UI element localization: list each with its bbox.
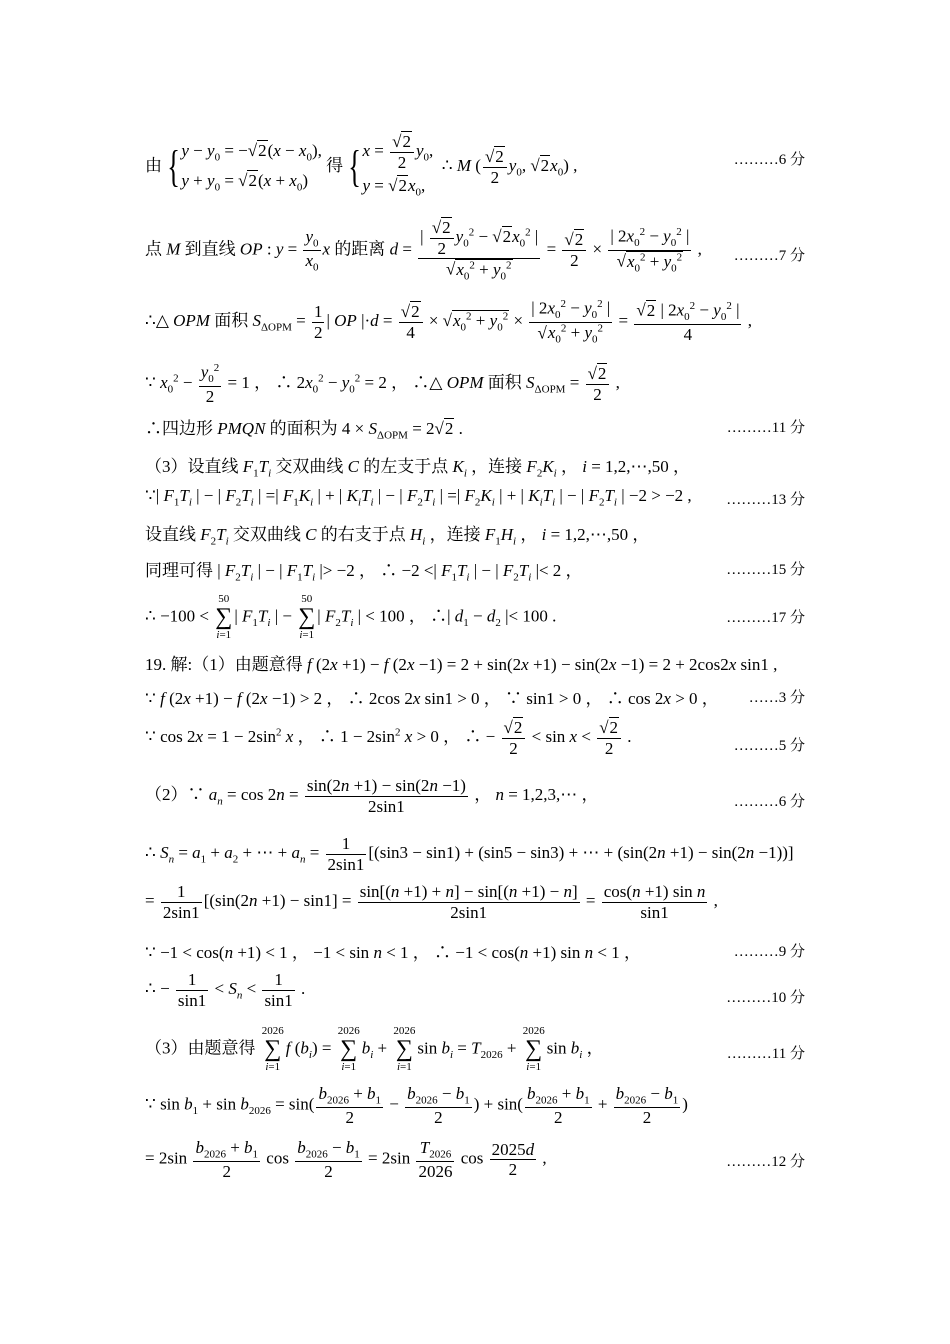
line-10: ∴ −100 < 50 ∑ i=1| $F_1T_i$ | − 50 ∑ i=1| $F_2T_i$ | < 100 ， ∴| $d_1 - d_2$ |< 100 . <box>145 593 557 642</box>
line-17: ∵ −1 < cos(n +1) < 1 ， −1 < sin n < 1 ， ∴ −1 < cos(n +1) sin n < 1 ， <box>145 943 641 962</box>
score-2: ………7 分 <box>733 248 805 264</box>
line-3: ∴△ OPM 面积 $S_{\Delta OPM}$ = $\frac{1}{2}$ | OP |·d = $\frac{√2}{4}$ × $√x_0^2 + y_0^2$ × $\frac{| 2x_0^2 - y_0^2 |}{√x_0^2 + y_0^2}$ = $\frac{√2 | 2x_0^2 - y_0^2 |}{4}$ , <box>145 298 752 346</box>
score-14: ………6 分 <box>733 794 805 810</box>
line-4: ∵ $x_0^2$ − $\frac{y_0^2}{2}$ = 1 ， ∴ $2x_0^2 - y_0^2 = 2$ ， ∴△ OPM 面积 $S_{\Delta OPM}$ = $\frac{√2}{2}$ , <box>145 362 620 406</box>
line-1: 由 {$y - y_0 = -√2(x - x_0)$, $y + y_0 = √2(x + x_0)$ 得 {x = $\frac{√2}{2}$ $y_0$, $y = √2x_0$, ∴ M ( $\frac{√2}{2}$ $y_0$, $√2x_0$) , <box>145 132 578 199</box>
score-21: ………12 分 <box>726 1154 805 1170</box>
line-18: ∴ − $\frac{1}{\sin 1}$ < $S_n$ < $\frac{1}{\sin 1}$ . <box>145 970 306 1010</box>
line-6: （3）设直线 $F_1T_i$ 交双曲线 C 的左支于点 $K_i$ ，连接 $F_2K_i$ ， i = 1,2,⋯,50 ， <box>145 457 691 480</box>
line-14: （2）∵ $a_n = \cos 2n$ = $\frac{\sin(2n +1) - \sin(2n -1)}{2\sin 1}$ ， n = 1,2,3,⋯ ， <box>145 776 599 816</box>
score-7: ………13 分 <box>726 492 805 508</box>
line-16: = $\frac{1}{2\sin 1}$ [(sin(2n +1) − sin1] = $\frac{\sin[(n +1) + n] - \sin[(n +1) - n]}{2\sin 1}$ = $\frac{\text{cos(n +1) sin n}}{\sin 1}$ , <box>145 882 718 922</box>
score-12: ……3 分 <box>748 690 805 706</box>
score-10: ………17 分 <box>726 610 805 626</box>
line-8: 设直线 $F_2T_i$ 交双曲线 C 的右支于点 $H_i$ ，连接 $F_1H_i$ ， i = 1,2,⋯,50 ， <box>145 525 650 548</box>
line-15: ∴ $S_n = a_1 + a_2$ + ⋯ + $a_n$ = $\frac{1}{2\sin 1}$ [(sin3 − sin1) + (sin5 − sin3) + ⋯ + (sin(2n +1) − sin(2n −1))] <box>145 834 794 874</box>
line-21: = 2sin $\frac{b_{2026} + b_1}{2}$ cos $\frac{b_{2026} - b_1}{2}$ = 2sin $\frac{T_{2026}}{2026}$ cos $\frac{2025d}{2}$ , <box>145 1138 547 1182</box>
score-13: ………5 分 <box>733 738 805 754</box>
line-13: ∵ $\cos 2x = 1 - 2\sin^2$ x ， ∴ $1 - 2\sin^2$ x > 0 ， ∴ − $\frac{√2}{2}$ < sin x < $\frac{√2}{2}$ . <box>145 718 632 758</box>
line-20: ∵ $\sin b_1 + \sin b_{2026} = \sin$( $\frac{b_{2026} + b_1}{2}$ − $\frac{b_{2026} - b_1}{2}$ ) + sin( $\frac{b_{2026} + b_1}{2}$ + $\frac{b_{2026} - b_1}{2}$ ) <box>145 1084 688 1128</box>
line-11: 19. 解:（1）由题意得 f (2x +1) − f (2x −1) = 2 + sin(2x +1) − sin(2x −1) = 2 + 2cos2x sin1 , <box>145 655 778 674</box>
line-2: 点 M 到直线 OP : y = $\frac{y_0}{x_0}$ x 的距离 d = | $\frac{√2}{2}$ $y_0^2 - √2x_0^2$ | $√x_0^2 + y_0^2$ = $\frac{√2}{2}$ × $\frac{| 2x_0^2 - y_0^2 |}{√x_0^2 + y_0^2}$ , <box>145 218 702 283</box>
line-9: 同理可得 | $F_2T_i$ | − | $F_1T_i$ |> −2 ， ∴ −2 <| $F_1T_i$ | − | $F_2T_i$ |< 2 ， <box>145 561 583 584</box>
score-19: ………11 分 <box>726 1046 805 1062</box>
text: 由 <box>145 156 162 175</box>
score-9: ………15 分 <box>726 562 805 578</box>
score-17: ………9 分 <box>733 944 805 960</box>
line-19: （3）由题意得 2026 ∑ i=1f $(b_i) = 2026$ ∑ $i=1b_i + 2026$ ∑ i=1sin $b_i = T_{2026} + 2026$ ∑ i=1sin $b_i$ ， <box>145 1025 604 1074</box>
text: 得 <box>326 156 344 175</box>
score-18: ………10 分 <box>726 990 805 1006</box>
score-5: ………11 分 <box>726 420 805 436</box>
line-5: ∴四边形 PMQN 的面积为 $4 \times S_{\Delta OPM} = 2√2$ . <box>145 419 463 442</box>
line-12: ∵ f (2x +1) − f (2x −1) > 2 ， ∴ 2cos 2x sin1 > 0 ， ∵ sin1 > 0 ， ∴ cos 2x > 0 ， <box>145 689 719 708</box>
score-1: ………6 分 <box>733 152 805 168</box>
line-7: ∵| $F_1T_i$ | − | $F_2T_i$ | =| $F_1K_i$ | + | $K_iT_i$ | − | $F_2T_i$ | =| $F_2K_i$ | + | $K_iT_i$ | − | $F_2T_i$ | −2 > −2 , <box>145 486 692 509</box>
